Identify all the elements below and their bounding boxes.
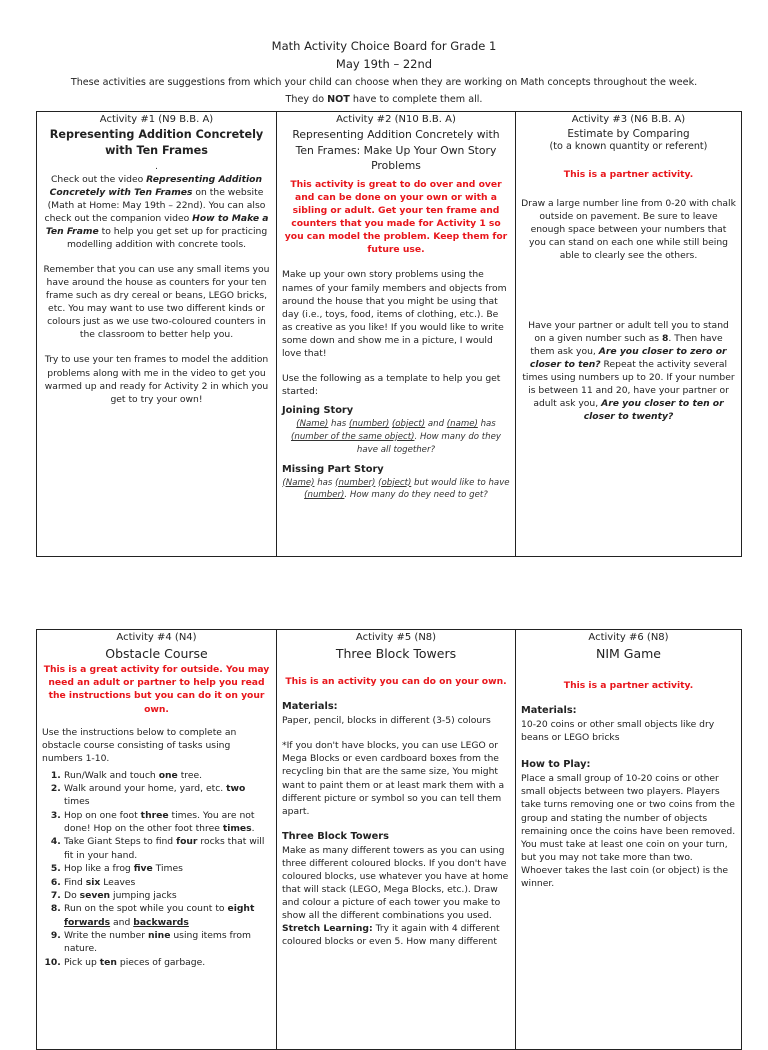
item-text: times. You are not done! Hop on the other foot three	[64, 809, 255, 835]
a3-text: Repeat the activity several times using numbers up to 20. If your number is between 11 and 20, have your partner or adult ask you,	[522, 358, 735, 409]
materials-title: Materials:	[521, 705, 577, 717]
tmpl-text: but would like to have	[414, 477, 510, 488]
activity-4-note: This is a great activity for outside. You may need an adult or partner to help you read the instructions but you can do it on your own.	[43, 664, 270, 715]
tmpl-blank: (Name)	[282, 477, 315, 488]
item-number: eight	[227, 903, 255, 915]
intro-note-post: have to complete them all.	[352, 94, 483, 105]
board-intro: These activities are suggestions from which your child can choose when they are working on Math concepts throughout the week.	[70, 77, 698, 88]
list-item	[64, 862, 271, 875]
activity-6-heading: Activity #6 (N8)	[588, 632, 669, 643]
stretch-learning	[282, 922, 510, 948]
tmpl-blank: (number)	[335, 477, 376, 488]
tmpl-text: has	[317, 477, 333, 488]
board-dates: May 19th – 22nd	[335, 57, 433, 71]
a3-number: 8	[662, 332, 669, 344]
activity-3-cell	[516, 112, 742, 557]
activity-6-para-2: You must take at least one coin on your turn, but you may not take more than two. Whoever takes the last coin (or object) is the winner.	[521, 838, 729, 889]
a1-text: Check out the video	[51, 173, 144, 185]
list-item	[64, 889, 271, 902]
activity-4-para-1: Use the instructions below to complete an obstacle course consisting of tasks using numbers 1-10.	[42, 726, 237, 764]
obstacle-list	[42, 769, 271, 969]
item-text: Leaves	[103, 876, 136, 888]
list-item	[64, 956, 271, 969]
item-number: one	[158, 769, 178, 781]
item-number: times	[222, 823, 252, 835]
item-text: Find	[64, 876, 83, 888]
joining-story-title: Joining Story	[282, 405, 354, 417]
item-text: Run on the spot while you count to	[64, 903, 225, 915]
missing-part-story-template	[282, 477, 510, 503]
how-to-play-title: How to Play:	[521, 759, 591, 771]
activity-2-note: This activity is great to do over and over and can be done on your own or with a sibling or adult. Get your ten frame and counters that you made for Activity 1 so you can model the problem. Keep them for future use.	[284, 179, 508, 256]
activity-5-para-1: *If you don't have blocks, you can use LEGO or Mega Blocks or even cardboard boxes from the recycling bin that are the same size, You might want to paint them or at least mark them with a different picture or symbol so you can tell them apart.	[282, 740, 505, 817]
item-text: Hop on one foot	[64, 809, 138, 821]
activity-3-para-2	[521, 319, 736, 424]
item-text: rocks that will fit in your hand.	[64, 836, 265, 861]
item-number: nine	[147, 929, 171, 941]
activity-5-heading: Activity #5 (N8)	[355, 632, 437, 643]
activity-2-heading: Activity #2 (N10 B.B. A)	[336, 114, 456, 125]
activity-3-para-1: Draw a large number line from 0-20 with chalk outside on pavement. Be sure to leave enough space between your numbers that you can stand on each one while still being able to clearly see the others.	[521, 198, 736, 262]
tmpl-blank: (number)	[304, 490, 345, 501]
tmpl-blank: (name)	[446, 418, 478, 429]
activity-1-title: Representing Addition Concretely with Ten Frames	[49, 128, 264, 158]
a3-question-2: Are you closer to ten or closer to twenty?	[583, 397, 724, 422]
item-text: Do	[64, 889, 77, 901]
item-text: Times	[155, 863, 183, 875]
intro-note-not: NOT	[327, 94, 350, 105]
item-text: Take Giant Steps to find	[64, 836, 174, 848]
item-text: pieces of garbage.	[119, 956, 206, 968]
a1-video-title: Representing Addition Concretely with Ten Frames	[49, 173, 262, 198]
a1-text: to help you get set up for practicing modelling addition with concrete tools.	[66, 225, 268, 251]
activity-6-para-1: Place a small group of 10-20 coins or other small objects between two players. Players take turns removing one or two coins from the group and stating the number of objects remaining once the coins have been removed.	[521, 773, 736, 837]
three-block-towers-title: Three Block Towers	[282, 830, 389, 842]
activity-1-heading: Activity #1 (N9 B.B. A)	[99, 114, 214, 125]
item-direction: backwards	[133, 916, 189, 928]
missing-part-story-title: Missing Part Story	[282, 463, 384, 475]
item-text: tree.	[180, 769, 203, 781]
item-number: six	[85, 876, 101, 888]
list-item	[64, 902, 271, 929]
stretch-title: Stretch Learning:	[282, 923, 373, 934]
activity-6-cell	[516, 630, 742, 1050]
tmpl-text: has	[480, 418, 496, 429]
item-direction: forwards	[64, 916, 111, 928]
tmpl-text: . How many do they need to get?	[344, 490, 488, 501]
board-title: Math Activity Choice Board for Grade 1	[271, 39, 497, 53]
activity-4-title: Obstacle Course	[105, 646, 208, 662]
item-text: using items from nature.	[64, 929, 251, 955]
tmpl-blank: (number of the same object)	[291, 431, 415, 442]
board-intro-note	[0, 94, 768, 105]
materials-text: 10-20 coins or other small objects like dry beans or LEGO bricks	[521, 719, 715, 744]
item-number: two	[226, 783, 246, 795]
tmpl-blank: (Name)	[296, 418, 329, 429]
activity-1-para-1	[42, 173, 271, 251]
activity-4-heading: Activity #4 (N4)	[116, 632, 197, 643]
activity-5-note: This is an activity you can do on your own.	[285, 676, 507, 688]
item-text: Walk around your home, yard, etc.	[64, 783, 224, 795]
choice-board-top	[36, 111, 742, 557]
list-item	[64, 782, 271, 809]
activity-2-title: Representing Addition Concretely with Ten Frames: Make Up Your Own Story Problems	[292, 128, 500, 173]
item-number: four	[176, 836, 198, 848]
item-text: Write the number	[64, 929, 146, 941]
a3-text: . Then have them ask you,	[530, 332, 723, 357]
activity-2-para-1: Make up your own story problems using the names of your family members and objects from around the house that you might be using that day (i.e., toys, food, items of clothing, etc.). Be as creative as you like! If you would like to write some down and show me in a picture, I would love that!	[282, 269, 507, 359]
a1-companion-video: How to Make a Ten Frame	[45, 212, 269, 237]
activity-5-title: Three Block Towers	[335, 646, 457, 662]
tmpl-text: and	[427, 418, 445, 429]
item-text: Hop like a frog	[64, 863, 131, 875]
stretch-text: Try it again with 4 different coloured blocks or even 5. How many different	[282, 923, 500, 948]
a1-text: on the website (Math at Home: May 19th – 22nd). You can also check out the companion video	[44, 186, 266, 224]
choice-board-bottom	[36, 629, 742, 1050]
activity-6-note: This is a partner activity.	[563, 680, 694, 692]
joining-story-template	[282, 418, 510, 457]
materials-title: Materials:	[282, 701, 338, 713]
list-item	[64, 809, 271, 836]
list-item	[64, 835, 271, 862]
materials-text: Paper, pencil, blocks in different (3-5) colours	[282, 715, 491, 727]
activity-3-subtitle: (to a known quantity or referent)	[549, 141, 708, 153]
activity-1-cell	[37, 112, 277, 557]
list-item	[64, 769, 271, 782]
activity-3-title: Estimate by Comparing	[567, 128, 690, 141]
activity-3-heading: Activity #3 (N6 B.B. A)	[571, 114, 686, 125]
a3-question-1: Are you closer to zero or closer to ten?	[529, 345, 727, 370]
activity-3-note: This is a partner activity.	[563, 169, 694, 181]
tmpl-blank: (number)	[348, 418, 390, 429]
item-text: and	[113, 916, 131, 928]
a3-text: Have your partner or adult tell you to stand on a given number such as	[528, 319, 729, 344]
activity-5-para-2: Make as many different towers as you can using three different coloured blocks. If you don't have coloured blocks, use whatever you have at home that will stack (LEGO, Mega Blocks, etc.). Draw and colour a picture of each tower you make to show all the different combinations you used.	[282, 844, 509, 921]
item-number: three	[140, 809, 169, 821]
tmpl-text: . How many do they have all together?	[356, 431, 501, 455]
activity-1-para-2: Remember that you can use any small items you have around the house as counters for your ten frame such as dry cereal or beans, LEGO bricks, etc. You may want to use two different kinds or colours just as we use two-coloured counters in the classroom to better help you.	[43, 264, 270, 341]
activity-2-cell	[277, 112, 516, 557]
activity-1-dot: .	[155, 160, 158, 172]
item-text: times	[64, 796, 90, 808]
tmpl-text: has	[331, 418, 347, 429]
item-text: Pick up	[64, 956, 97, 968]
activity-2-para-2: Use the following as a template to help you get started:	[282, 372, 501, 397]
activity-5-cell	[277, 630, 516, 1050]
list-item	[64, 929, 271, 956]
item-number: five	[133, 863, 153, 875]
activity-1-para-3: Try to use your ten frames to model the addition problems along with me in the video to get you warmed up and ready for Activity 2 in which you get to try your own!	[44, 354, 269, 405]
item-number: seven	[79, 889, 111, 901]
activity-6-title: NIM Game	[595, 646, 661, 662]
tmpl-blank: (object)	[378, 477, 412, 488]
item-text: jumping jacks	[113, 889, 177, 901]
list-item	[64, 876, 271, 889]
item-text: .	[251, 823, 255, 835]
item-text: Run/Walk and touch	[64, 769, 156, 781]
tmpl-blank: (object)	[391, 418, 426, 429]
intro-note-pre: They do	[285, 94, 325, 105]
item-number: ten	[99, 956, 117, 968]
activity-4-cell	[37, 630, 277, 1050]
